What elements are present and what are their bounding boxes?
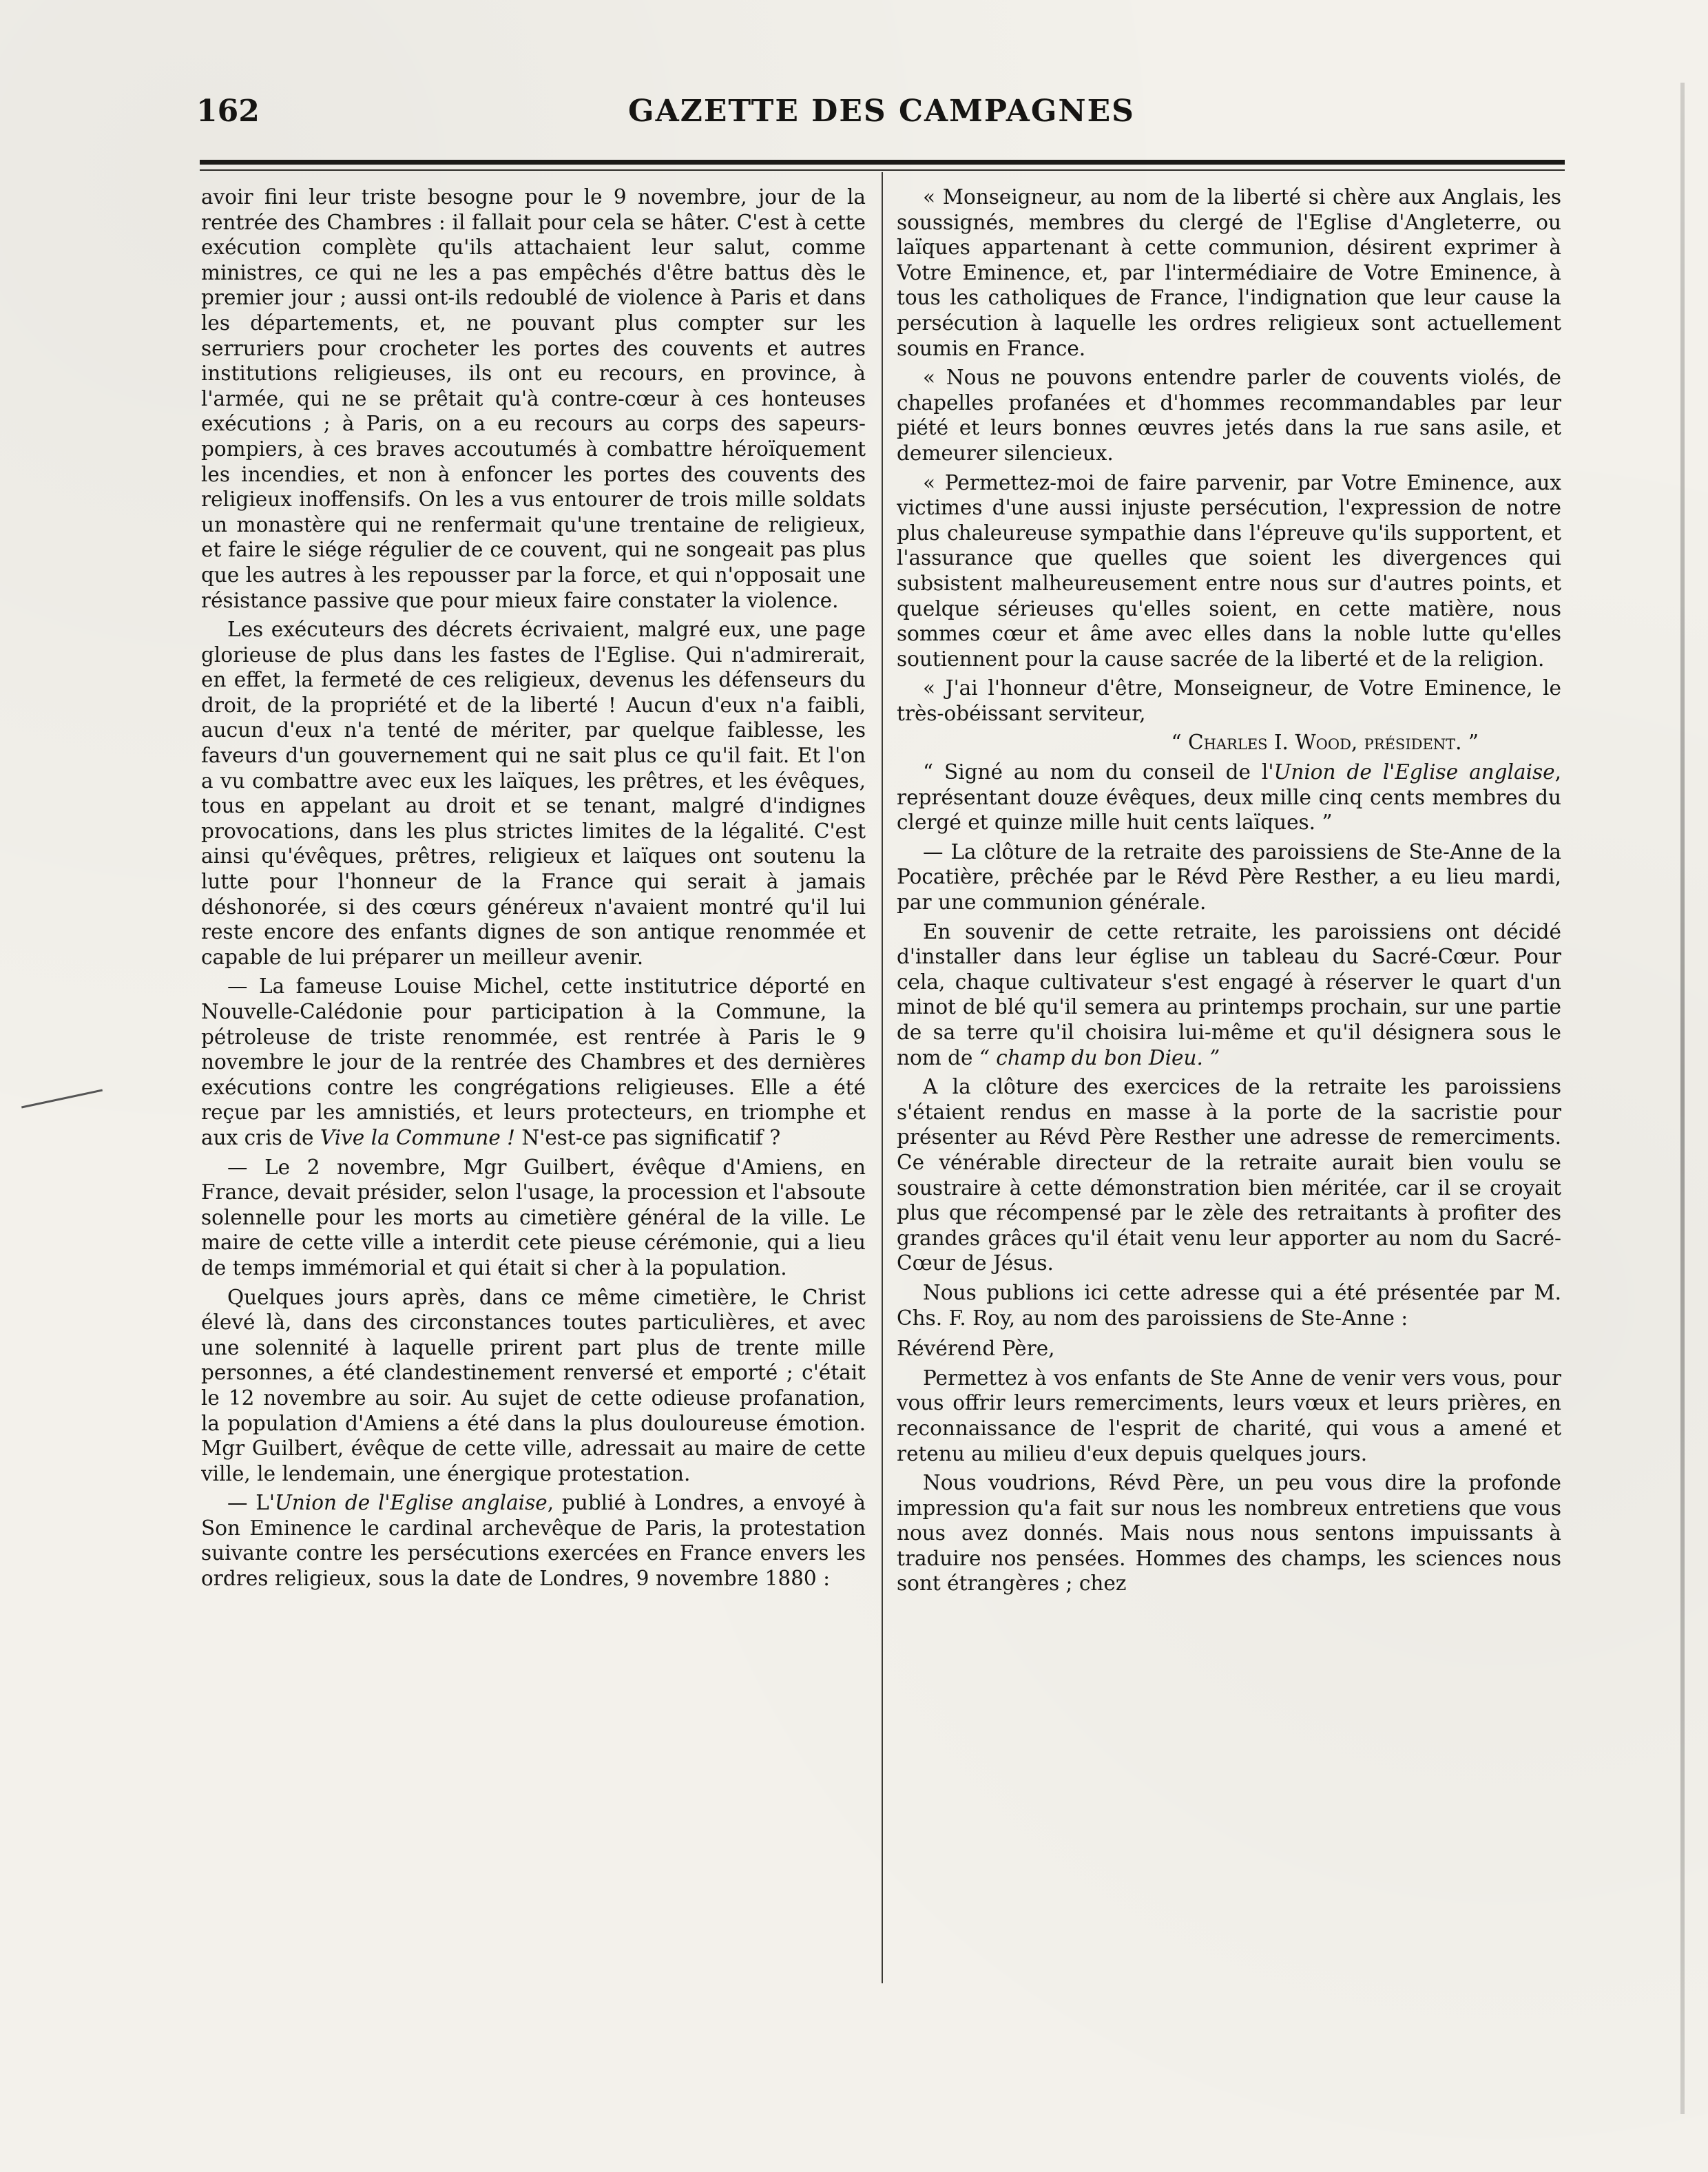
right-paragraph-8: A la clôture des exercices de la retraite les paroissiens s'étaient rendus en masse à la porte de la sacristie pour présenter au Révd Père Resther une adresse de remerciments. Ce vénérable directeur de la retraite aurait bien voulu se soustraire à cette démonstration bien méritée, car il se croyait plus que récompensé par le zèle des retraitants à profiter des grandes grâces qu'il était venu leur apporter au nom du Sacré-Cœur de Jésus. [897,1075,1561,1275]
right-paragraph-4: « J'ai l'honneur d'être, Monseigneur, de Votre Eminence, le très-obéissant serviteur, [897,676,1561,725]
right-paragraph-9: Nous publions ici cette adresse qui a été présentée par M. Chs. F. Roy, au nom des paroissiens de Ste-Anne : [897,1280,1561,1330]
champ-du-bon-dieu: “ champ du bon Dieu. ” [979,1045,1220,1069]
souvenir-text: En souvenir de cette retraite, les paroissiens ont décidé d'installer dans leur église un tableau du Sacré-Cœur. Pour cela, chaque cultivateur s'est engagé à réserver le quart d'un minot de blé qu'il semera au printemps prochain, sur une partie de sa terre qu'il choisira lui-même et qu'il désignera sous le nom de [897,919,1561,1069]
signe-lead: “ Signé au nom du conseil de l' [923,760,1274,784]
right-paragraph-2: « Nous ne pouvons entendre parler de couvents violés, de chapelles profanées et d'hommes recommandables par leur piété et leurs bonnes œuvres jetés dans la rue sans asile, et demeurer silencieux. [897,366,1561,465]
union-eglise-anglaise: Union de l'Eglise anglaise [275,1491,548,1515]
right-paragraph-1: « Monseigneur, au nom de la liberté si chère aux Anglais, les soussignés, membres du clergé de l'Eglise d'Angleterre, ou laïques appartenant à cette communion, désirent exprimer à Votre Eminence, et, par l'intermédiaire de Votre Eminence, à tous les catholiques de France, l'indignation que leur cause la persécution à laquelle les ordres religieux sont actuellement soumis en France. [897,185,1561,360]
running-title: GAZETTE DES CAMPAGNES [628,94,1135,129]
header-rule-thin [200,169,1565,171]
signe-union: Union de l'Eglise anglaise [1273,760,1555,784]
significatif-tail: N'est-ce pas significatif ? [515,1125,781,1149]
right-paragraph-5 [897,760,1561,835]
page-edge-shadow [1680,83,1685,2114]
salutation: Révérend Père, [897,1337,1055,1361]
margin-mark [21,1089,103,1109]
left-paragraph-1: avoir fini leur triste besogne pour le 9 novembre, jour de la rentrée des Chambres : il fallait pour cela se hâter. C'est à cette exécution complète qu'ils attachaient leur salut, comme ministres, ce qui ne les a pas empêchés d'être battus dès le premier jour ; aussi ont-ils redoublé de violence à Paris et dans les départements, et, ne pouvant plus compter sur les serruriers pour crocheter les portes des couvents et autres institutions religieuses, ils ont eu recours, en province, à l'armée, qui ne se prêtait qu'à contre-cœur à ces honteuses exécutions ; à Paris, on a eu recours au corps des sapeurs-pompiers, à ces braves accoutumés à combattre héroïquement les incendies, et non à enfoncer les portes des couvents des religieux inoffensifs. On les a vus entourer de trois mille soldats un monastère qui ne renfermait qu'une trentaine de religieux, et faire le siége régulier de ce couvent, qui ne songeait pas plus que les autres à les repousser par la force, et qui n'opposait une résistance passive que pour mieux faire constater la violence. [201,185,866,612]
right-paragraph-7 [897,919,1561,1071]
page-number: 162 [196,94,260,129]
left-column [201,185,866,1982]
signe-tail: , représentant douze évêques, deux mille cinq cents membres du clergé et quinze mille huit cents laïques. ” [897,760,1561,835]
right-paragraph-6: — La clôture de la retraite des paroissiens de Ste-Anne de la Pocatière, prêchée par le Révd Père Resther, a eu lieu mardi, par une communion générale. [897,839,1561,915]
right-column [897,185,1561,1982]
left-paragraph-6 [201,1490,866,1591]
left-paragraph-5: Quelques jours après, dans ce même cimetière, le Christ élevé là, dans des circonstances toutes particulières, et avec une solennité à laquelle prirent part plus de trente mille personnes, a été clandestinement renversé et emporté ; c'était le 12 novembre au soir. Au sujet de cette odieuse profanation, la population d'Amiens a été dans la plus douloureuse émotion. Mgr Guilbert, évêque de cette ville, adressait au maire de cette ville, le lendemain, une énergique protestation. [201,1285,866,1485]
page-header [196,88,1567,136]
left-paragraph-3 [201,974,866,1150]
union-lead: — L' [227,1491,275,1515]
header-rule-thick [200,160,1565,165]
union-tail: , publié à Londres, a envoyé à Son Eminence le cardinal archevêque de Paris, la protestation suivante contre les persécutions exercées en France envers les ordres religieux, sous la date de Londres, 9 novembre 1880 : [201,1491,866,1591]
right-paragraph-3: « Permettez-moi de faire parvenir, par Votre Eminence, aux victimes d'une aussi injuste persécution, l'expression de notre plus chaleureuse sympathie dans l'épreuve qu'ils supportent, et l'assurance que quelles que soient les divergences qui subsistent malheureusement entre nous sur d'autres points, et quelque sérieuses qu'elles soient, en cette matière, nous sommes cœur et âme avec elles dans la noble lutte qu'elles soutiennent pour la cause sacrée de la liberté et de la religion. [897,470,1561,671]
right-paragraph-11: Nous voudrions, Révd Père, un peu vous dire la profonde impression qu'a fait sur nous les nombreux entretiens que vous nous avez donnés. Mais nous nous sentons impuissants à traduire nos pensées. Hommes des champs, les sciences nous sont étrangères ; chez [897,1471,1561,1596]
louise-michel-text: — La fameuse Louise Michel, cette institutrice déporté en Nouvelle-Calédonie pour participation à la Commune, la pétroleuse de triste renommée, est rentrée à Paris le 9 novembre le jour de la rentrée des Chambres et des dernières exécutions contre les congrégations religieuses. Elle a été reçue par les amnistiés, et leurs protecteurs, en triomphe et aux cris de [201,974,866,1149]
signature: “ Charles I. Wood, président. ” [1171,731,1479,755]
left-paragraph-4: — Le 2 novembre, Mgr Guilbert, évêque d'Amiens, en France, devait présider, selon l'usage, la procession et l'absoute solennelle pour les morts au cimetière général de la ville. Le maire de cette ville a interdit cete pieuse cérémonie, qui a lieu de temps immémorial et qui était si cher à la population. [201,1155,866,1280]
right-paragraph-10: Permettez à vos enfants de Ste Anne de venir vers vous, pour vous offrir leurs remerciments, leurs vœux et leurs prières, en reconnaissance de l'esprit de charité, qui vous a amené et retenu au milieu d'eux depuis quelques jours. [897,1366,1561,1465]
vive-la-commune: Vive la Commune ! [320,1125,516,1149]
column-divider [882,172,883,1983]
left-paragraph-2: Les exécuteurs des décrets écrivaient, malgré eux, une page glorieuse de plus dans les fastes de l'Eglise. Qui n'admirerait, en effet, la fermeté de ces religieux, devenus les défenseurs du droit, de la propriété et de la liberté ! Aucun d'eux n'a faibli, aucun d'eux n'a tenté de mériter, par quelque faiblesse, les faveurs d'un gouvernement qui ne sait plus ce qu'il fait. Et l'on a vu combattre avec eux les laïques, les prêtres, et les évêques, tous en appelant au droit et se tenant, malgré d'indignes provocations, dans les plus strictes limites de la légalité. C'est ainsi qu'évêques, prêtres, religieux et laïques ont soutenu la lutte pour l'honneur de la France qui serait à jamais déshonorée, si des cœurs généreux n'avaient montré qu'il lui reste encore des enfants dignes de son antique renommée et capable de lui préparer un meilleur avenir. [201,618,866,969]
